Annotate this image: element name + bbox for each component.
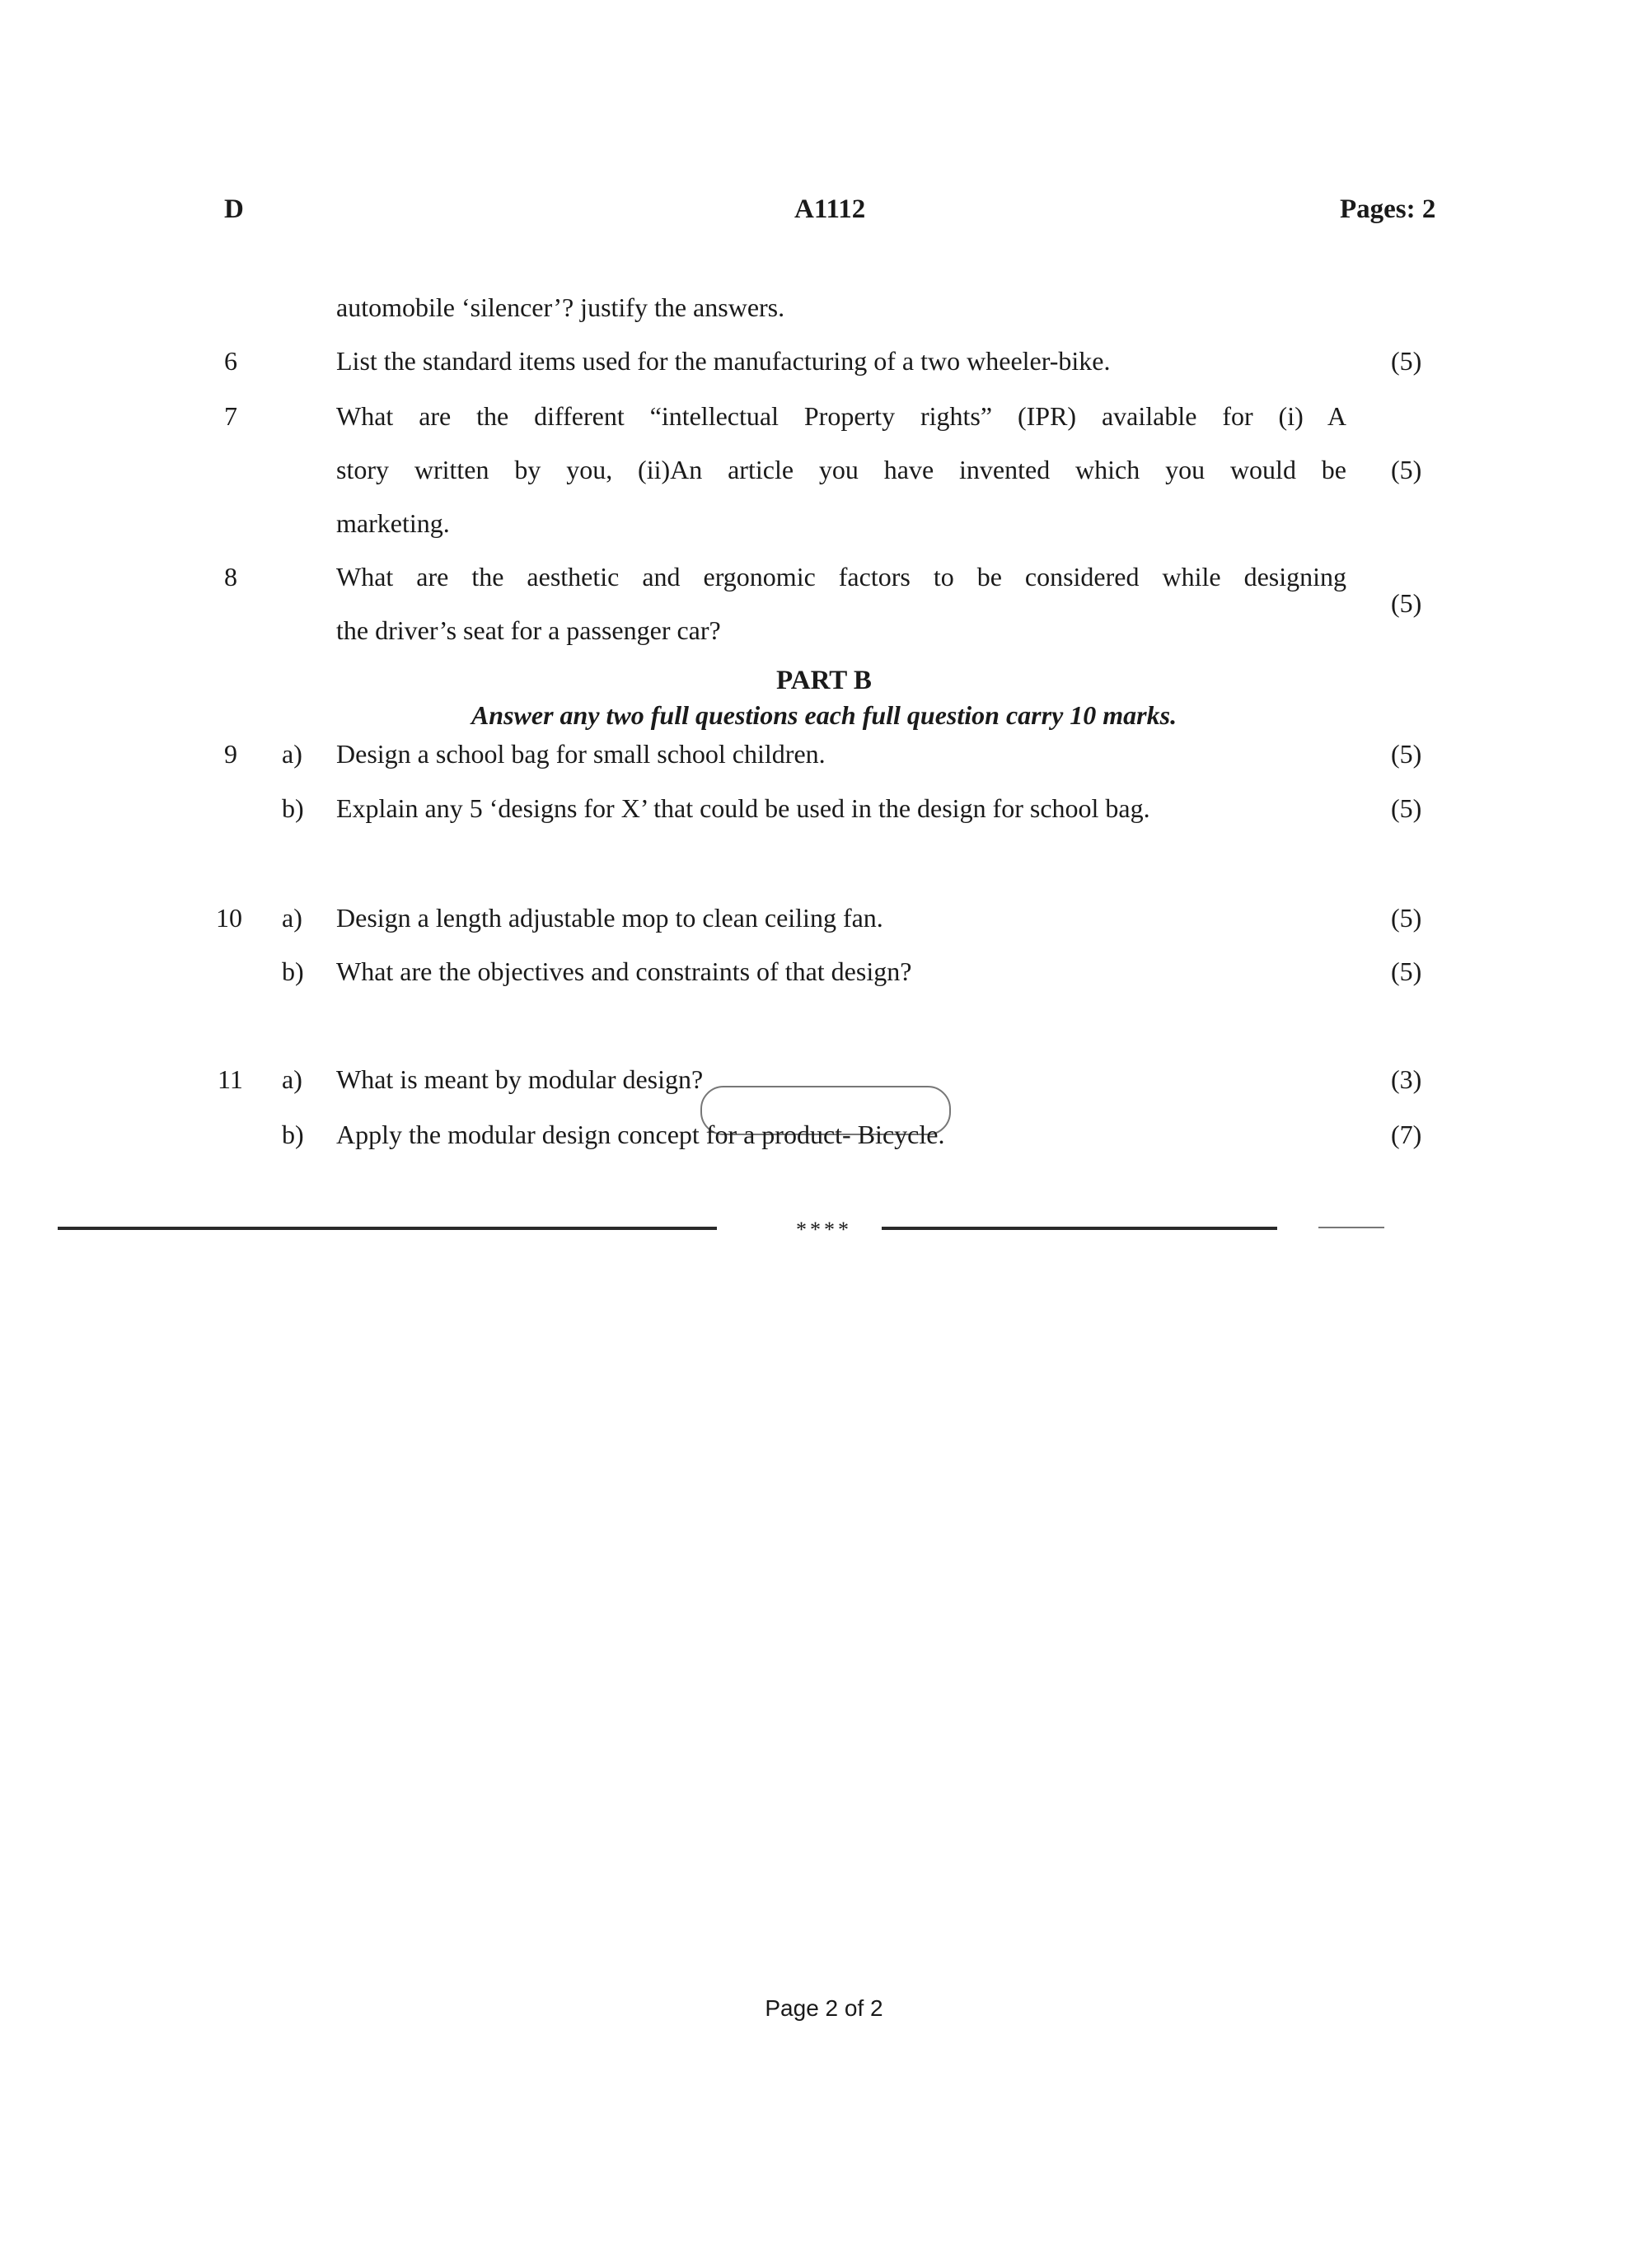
- question-11a-marks: (3): [1391, 1064, 1422, 1094]
- page-footer: Page 2 of 2: [765, 1995, 883, 2021]
- end-rule-right-tail: [1318, 1227, 1384, 1228]
- question-11b-marks: (7): [1391, 1120, 1422, 1149]
- question-7-text-line-1: What are the different “intellectual Property rights” (IPR) available for (i) A: [336, 401, 1346, 431]
- question-11b-label: b): [282, 1120, 304, 1149]
- question-11a-text: What is meant by modular design?: [336, 1064, 704, 1094]
- question-10a-label: a): [282, 903, 302, 933]
- question-8-text-line-2: the driver’s seat for a passenger car?: [336, 615, 721, 645]
- question-11b-text: Apply the modular design concept for a product- Bicycle.: [336, 1120, 945, 1149]
- question-7-text-line-2: story written by you, (ii)An article you have invented which you would be: [336, 455, 1346, 484]
- question-9a-label: a): [282, 739, 302, 769]
- question-10-number: 10: [216, 903, 242, 933]
- question-8-number: 8: [224, 562, 237, 592]
- question-6-number: 6: [224, 346, 237, 376]
- question-8-text-line-1: What are the aesthetic and ergonomic factors to be considered while designing: [336, 562, 1346, 592]
- question-11a-label: a): [282, 1064, 302, 1094]
- question-5-continuation: automobile ‘silencer’? justify the answers.: [336, 292, 785, 322]
- question-10a-text: Design a length adjustable mop to clean ceiling fan.: [336, 903, 883, 933]
- question-6-marks: (5): [1391, 346, 1422, 376]
- header-set-code: D: [224, 194, 244, 224]
- question-11-number: 11: [218, 1064, 243, 1094]
- question-7-marks: (5): [1391, 455, 1422, 484]
- question-10b-label: b): [282, 956, 304, 986]
- question-10b-marks: (5): [1391, 956, 1422, 986]
- end-rule-right: [882, 1227, 1277, 1230]
- question-9b-marks: (5): [1391, 793, 1422, 823]
- header-paper-code: A1112: [794, 194, 866, 224]
- question-9b-label: b): [282, 793, 304, 823]
- part-b-title: PART B: [776, 666, 872, 695]
- question-9a-text: Design a school bag for small school children.: [336, 739, 826, 769]
- end-of-paper-marker: ****: [796, 1218, 852, 1242]
- question-10b-text: What are the objectives and constraints of that design?: [336, 956, 912, 986]
- question-10a-marks: (5): [1391, 903, 1422, 933]
- question-9-number: 9: [224, 739, 237, 769]
- part-b-instruction: Answer any two full questions each full question carry 10 marks.: [471, 700, 1177, 730]
- question-8-marks: (5): [1391, 588, 1422, 618]
- question-7-number: 7: [224, 401, 237, 431]
- question-9a-marks: (5): [1391, 739, 1422, 769]
- question-9b-text: Explain any 5 ‘designs for X’ that could be used in the design for school bag.: [336, 793, 1150, 823]
- question-7-text-line-3: marketing.: [336, 508, 450, 538]
- header-page-count: Pages: 2: [1340, 194, 1436, 224]
- question-6-text: List the standard items used for the manufacturing of a two wheeler-bike.: [336, 346, 1111, 376]
